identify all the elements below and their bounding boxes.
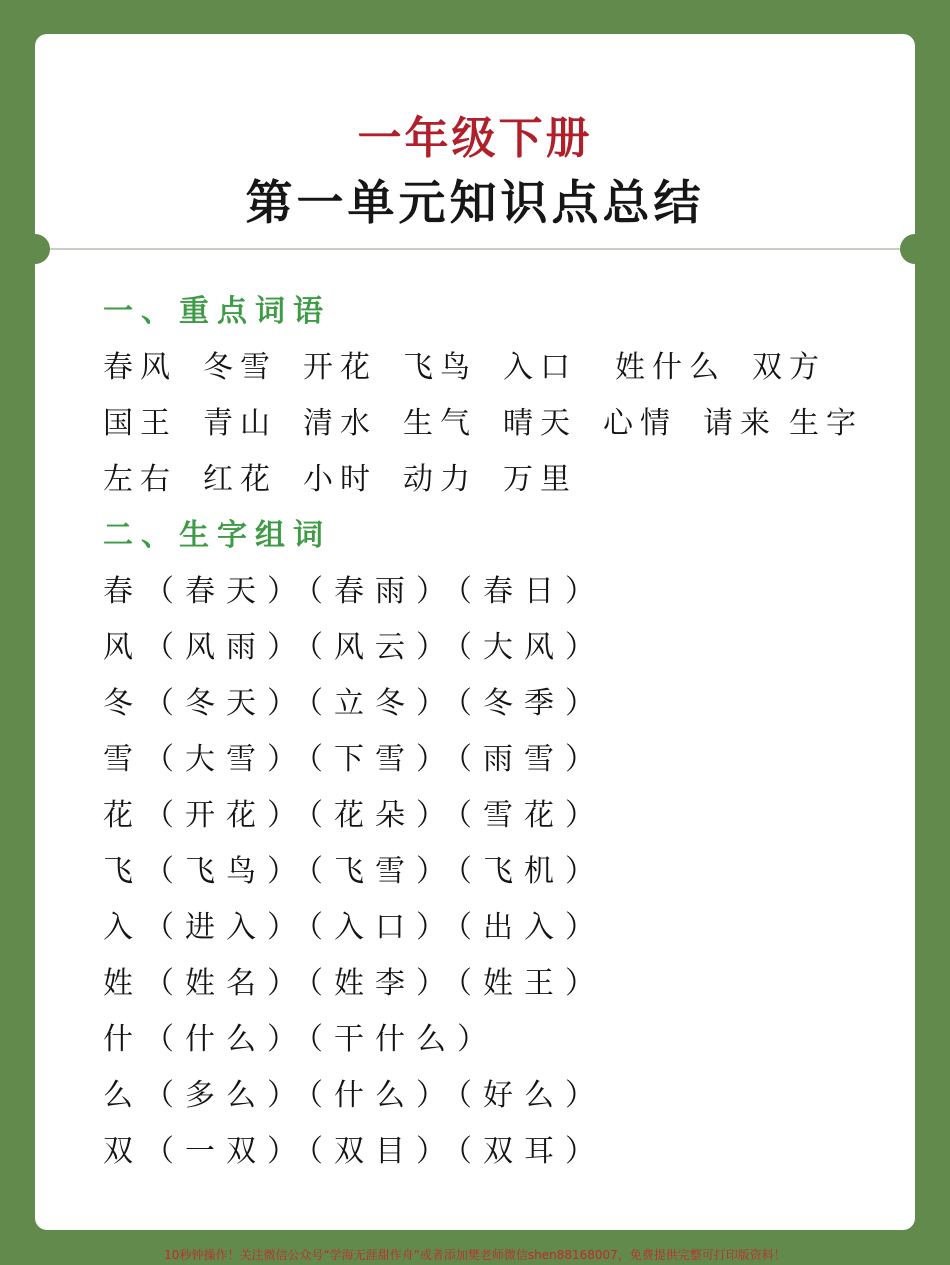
word-group-row: 雪（大雪）（下雪）（雨雪） — [103, 742, 606, 777]
card-notch-left — [35, 234, 50, 264]
section-title-key-words: 一、重点词语 — [103, 294, 331, 329]
word-group-row: 入（进入）（入口）（出入） — [103, 910, 606, 945]
key-word: 红花 — [203, 462, 277, 497]
key-word: 双方 — [752, 350, 826, 385]
footer-promo-text: 10秒钟操作！关注微信公众号“学海无涯甜作舟”或者添加樊老师微信shen88168007，免费提供完整可打印版资料！ — [164, 1248, 786, 1262]
key-words-row — [103, 340, 883, 396]
key-word: 青山 — [203, 406, 277, 441]
key-words-row — [103, 452, 883, 508]
key-word: 万里 — [503, 462, 577, 497]
key-word: 左右 — [103, 462, 177, 497]
word-group-row: 冬（冬天）（立冬）（冬季） — [103, 686, 606, 721]
key-word: 春风 — [103, 350, 177, 385]
key-word: 冬雪 — [203, 350, 277, 385]
key-word: 小时 — [303, 462, 377, 497]
document-card — [35, 34, 915, 1230]
key-word: 生气 — [403, 406, 477, 441]
key-word: 开花 — [303, 350, 377, 385]
key-word: 动力 — [403, 462, 477, 497]
word-group-row: 风（风雨）（风云）（大风） — [103, 630, 606, 665]
word-group-row: 飞（飞鸟）（飞雪）（飞机） — [103, 854, 606, 889]
word-group-row: 春（春天）（春雨）（春日） — [103, 574, 606, 609]
grade-title: 一年级下册 — [357, 113, 593, 164]
section-title-word-groups: 二、生字组词 — [103, 518, 331, 553]
word-group-row: 双（一双）（双目）（双耳） — [103, 1134, 606, 1169]
word-group-row: 什（什么）（干什么） — [103, 1022, 498, 1057]
word-group-row: 么（多么）（什么）（好么） — [103, 1078, 606, 1113]
key-word: 清水 — [303, 406, 377, 441]
key-word: 晴天 — [503, 406, 577, 441]
key-word: 心情 — [603, 406, 677, 441]
unit-title: 第一单元知识点总结 — [245, 176, 705, 231]
key-word: 请来 — [703, 406, 777, 441]
word-group-row: 姓（姓名）（姓李）（姓王） — [103, 966, 606, 1001]
key-word: 姓什么 — [615, 350, 726, 385]
card-notch-right — [900, 234, 915, 264]
key-word: 生字 — [789, 406, 863, 441]
header-divider — [50, 248, 900, 250]
key-word: 国王 — [103, 406, 177, 441]
key-word: 入口 — [503, 350, 577, 385]
key-words-row — [103, 396, 883, 452]
word-group-row: 花（开花）（花朵）（雪花） — [103, 798, 606, 833]
content — [103, 284, 883, 1180]
key-word: 飞鸟 — [403, 350, 477, 385]
